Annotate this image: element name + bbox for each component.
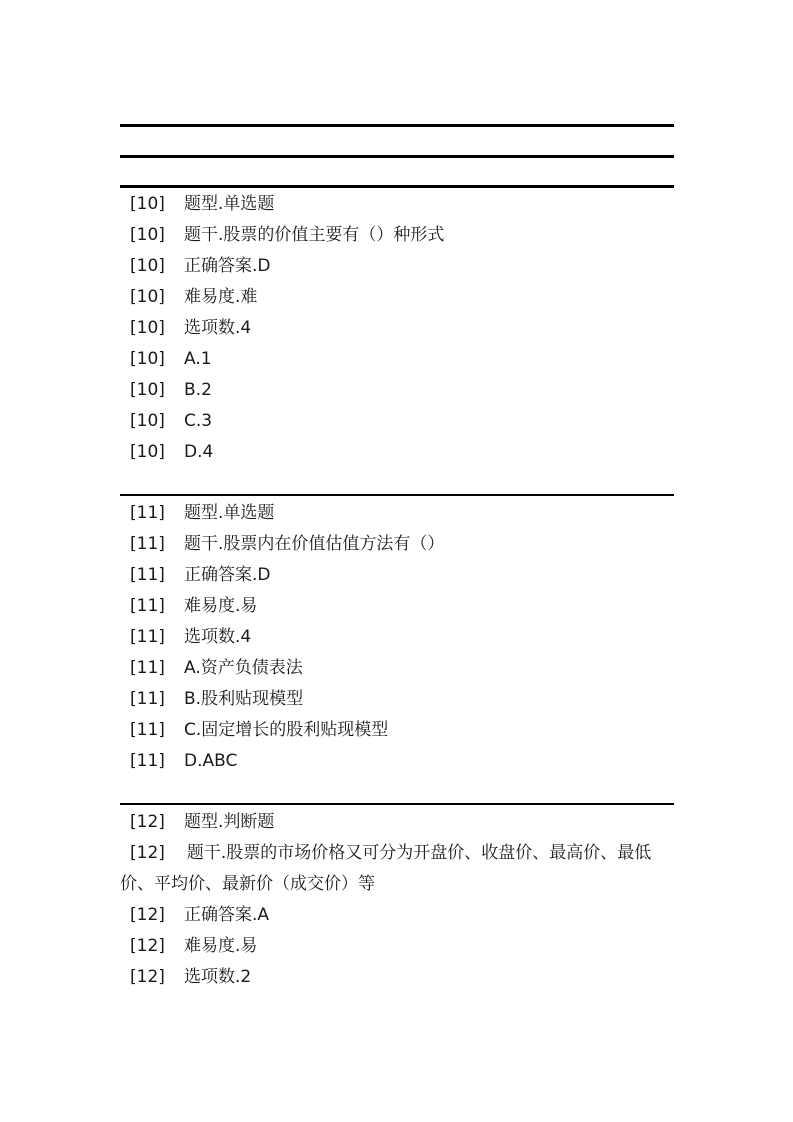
difficulty: 难易度.易 [184, 596, 258, 616]
question-line [120, 653, 674, 684]
question-block-10 [120, 189, 674, 468]
question-id: [10] [130, 411, 165, 431]
question-id: [10] [130, 287, 165, 307]
separator-rule [120, 803, 674, 805]
question-id: [11] [130, 596, 165, 616]
question-id: [12] [130, 905, 165, 925]
question-id: [10] [130, 442, 165, 462]
question-type: 题型.单选题 [184, 194, 275, 214]
question-id: [11] [130, 720, 165, 740]
correct-answer: 正确答案.A [184, 905, 270, 925]
question-id: [11] [130, 534, 165, 554]
question-line [120, 931, 674, 962]
question-id: [10] [130, 318, 165, 338]
question-id: [12] [130, 843, 165, 863]
question-stem: 题干.股票的价值主要有（）种形式 [184, 225, 445, 245]
question-id: [10] [130, 225, 165, 245]
option-c: C.3 [184, 411, 213, 431]
question-line [120, 375, 674, 406]
question-line [120, 344, 674, 375]
question-line [120, 251, 674, 282]
option-count: 选项数.2 [184, 967, 252, 987]
question-line [120, 437, 674, 468]
option-count: 选项数.4 [184, 627, 252, 647]
question-id: [12] [130, 967, 165, 987]
question-id: [11] [130, 627, 165, 647]
question-block-12 [120, 807, 674, 993]
option-b: B.股利贴现模型 [184, 689, 304, 709]
question-type: 题型.判断题 [184, 812, 275, 832]
difficulty: 难易度.难 [184, 287, 258, 307]
question-id: [10] [130, 349, 165, 369]
question-stem: 题干.股票的市场价格又可分为开盘价、收盘价、最高价、最低价、平均价、最新价（成交价）等 [120, 843, 652, 894]
question-stem: 题干.股票内在价值估值方法有（） [184, 534, 445, 554]
question-line [120, 406, 674, 437]
question-line [120, 560, 674, 591]
question-line [120, 622, 674, 653]
question-id: [10] [130, 194, 165, 214]
question-line [120, 807, 674, 838]
question-line [120, 746, 674, 777]
question-line [120, 715, 674, 746]
top-rule-1 [120, 124, 674, 127]
option-d: D.ABC [184, 751, 238, 771]
question-id: [11] [130, 658, 165, 678]
top-rule-2 [120, 155, 674, 158]
question-id: [12] [130, 936, 165, 956]
question-type: 题型.单选题 [184, 503, 275, 523]
correct-answer: 正确答案.D [184, 565, 271, 585]
question-block-11 [120, 498, 674, 777]
question-id: [10] [130, 256, 165, 276]
option-a: A.资产负债表法 [184, 658, 303, 678]
top-rule-3 [120, 185, 674, 188]
question-line [120, 900, 674, 931]
question-id: [11] [130, 751, 165, 771]
question-id: [12] [130, 812, 165, 832]
question-line [120, 189, 674, 220]
question-line [120, 220, 674, 251]
question-line [120, 498, 674, 529]
question-line [120, 529, 674, 560]
difficulty: 难易度.易 [184, 936, 258, 956]
correct-answer: 正确答案.D [184, 256, 271, 276]
question-line [120, 282, 674, 313]
question-line [120, 684, 674, 715]
question-line [120, 838, 674, 900]
question-id: [11] [130, 689, 165, 709]
separator-rule [120, 494, 674, 496]
question-line [120, 591, 674, 622]
question-id: [10] [130, 380, 165, 400]
option-count: 选项数.4 [184, 318, 252, 338]
question-id: [11] [130, 565, 165, 585]
option-a: A.1 [184, 349, 212, 369]
option-d: D.4 [184, 442, 214, 462]
question-line [120, 962, 674, 993]
question-line [120, 313, 674, 344]
option-c: C.固定增长的股利贴现模型 [184, 720, 389, 740]
question-id: [11] [130, 503, 165, 523]
option-b: B.2 [184, 380, 212, 400]
